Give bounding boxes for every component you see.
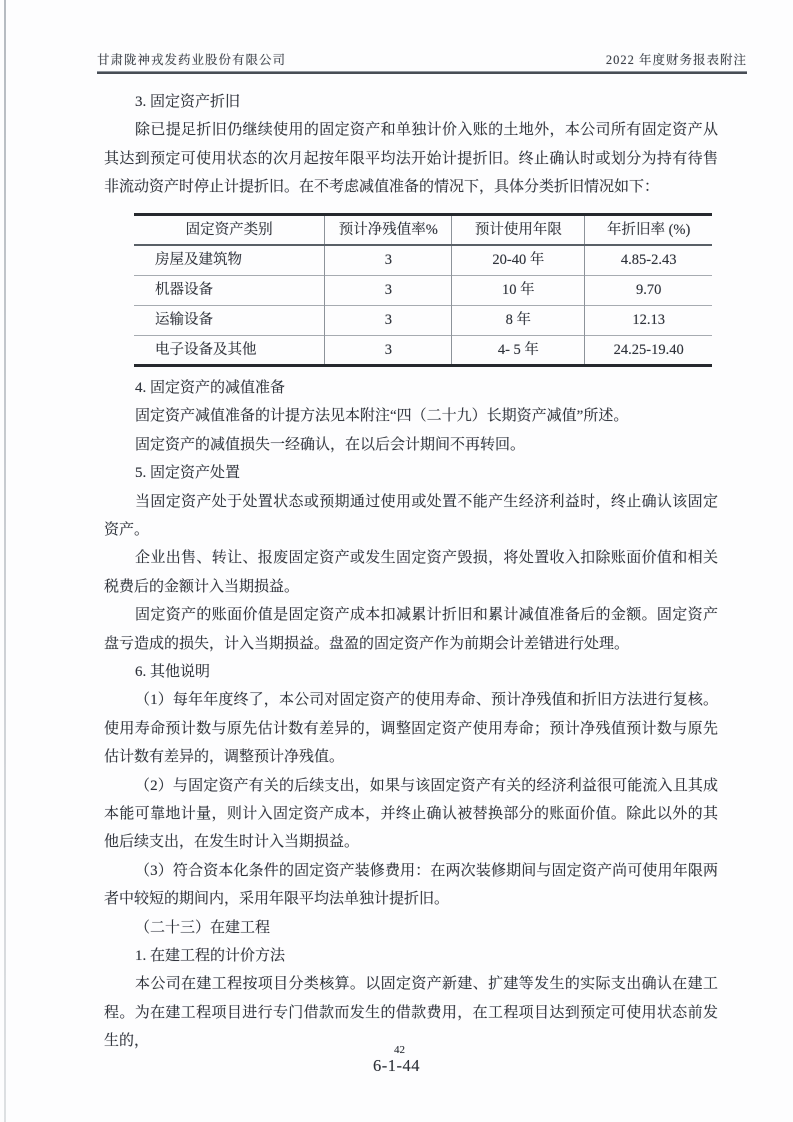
table-cell: 4- 5 年 [452, 335, 585, 365]
table-header-row [134, 214, 712, 245]
paragraph: （1）每年年度终了，本公司对固定资产的使用寿命、预计净残值和折旧方法进行复核。使用寿命预计数与原先估计数有差异的，调整固定资产使用寿命；预计净残值预计数与原先估计数有差异的，调整预计净残值。 [104, 692, 718, 766]
table-cell: 机器设备 [134, 275, 325, 305]
paragraph: 固定资产的减值损失一经确认，在以后会计期间不再转回。 [135, 436, 526, 453]
table-row [134, 275, 712, 305]
paragraph: 企业出售、转让、报废固定资产或发生固定资产毁损，将处置收入扣除账面价值和相关税费后的金额计入当期损益。 [104, 550, 718, 595]
depreciation-table [134, 213, 712, 367]
section-5-heading: 5. 固定资产处置 [135, 465, 241, 482]
paragraph: （3）符合资本化条件的固定资产装修费用：在两次装修期间与固定资产尚可使用年限两者中较短的期间内，采用年限平均法单独计提折旧。 [104, 862, 718, 908]
header-useful-life: 预计使用年限 [452, 214, 585, 245]
section-4-heading: 4. 固定资产的减值准备 [135, 379, 286, 396]
table-cell: 运输设备 [134, 305, 325, 335]
table-cell: 电子设备及其他 [134, 335, 325, 365]
document-body [104, 88, 718, 1056]
company-name: 甘肃陇神戎发药业股份有限公司 [97, 53, 287, 67]
paragraph: 本公司在建工程按项目分类核算。以固定资产新建、扩建等发生的实际支出确认在建工程。为在建工程项目进行专门借款而发生的借款费用，在工程项目达到预定可使用状态前发生的， [104, 976, 718, 1050]
table-cell: 3 [325, 245, 452, 275]
depreciation-intro-paragraph: 除已提足折旧仍继续使用的固定资产和单独计价入账的土地外，本公司所有固定资产从其达到预定可使用状态的次月起按年限平均法开始计提折旧。终止确认时或划分为持有待售非流动资产时停止计提折旧。在不考虑减值准备的情况下，具体分类折旧情况如下： [104, 122, 718, 196]
section-6-heading: 6. 其他说明 [135, 664, 211, 680]
table-cell: 8 年 [452, 305, 585, 335]
page-header [97, 50, 747, 74]
table-cell: 24.25-19.40 [585, 335, 712, 365]
table-cell: 3 [325, 335, 452, 365]
depreciation-table-wrap [134, 213, 718, 367]
section-3-heading: 3. 固定资产折旧 [135, 94, 241, 110]
report-title: 2022 年度财务报表附注 [605, 53, 747, 67]
paragraph: 固定资产减值准备的计提方法见本附注“四（二十九）长期资产减值”所述。 [135, 408, 629, 425]
header-depreciation-rate: 年折旧率 (%) [585, 214, 712, 245]
paragraph: 当固定资产处于处置状态或预期通过使用或处置不能产生经济利益时，终止确认该固定资产。 [104, 493, 718, 538]
table-cell: 4.85-2.43 [585, 245, 712, 275]
table-cell: 10 年 [452, 275, 585, 305]
table-cell: 3 [325, 275, 452, 305]
header-rule [97, 71, 747, 74]
page-number: 6-1-44 [373, 1056, 420, 1075]
section-23-heading: （二十三）在建工程 [135, 919, 271, 936]
scan-edge-artifact [4, 0, 6, 1122]
table-cell: 9.70 [585, 275, 712, 305]
page-footer [0, 1044, 793, 1076]
table-cell: 20-40 年 [452, 245, 585, 275]
table-row [134, 245, 712, 275]
table-row [134, 335, 712, 365]
section-23-subheading: 1. 在建工程的计价方法 [135, 948, 286, 965]
header-asset-category: 固定资产类别 [134, 214, 325, 245]
page-annotation: 42 [394, 1044, 405, 1056]
header-residual-rate: 预计净残值率% [325, 214, 452, 245]
table-row [134, 305, 712, 335]
paragraph: （2）与固定资产有关的后续支出，如果与该固定资产有关的经济利益很可能流入且其成本能可靠地计量，则计入固定资产成本，并终止确认被替换部分的账面价值。除此以外的其他后续支出，在发生时计入当期损益。 [104, 777, 718, 851]
table-cell: 12.13 [585, 305, 712, 335]
paragraph: 固定资产的账面价值是固定资产成本扣减累计折旧和累计减值准备后的金额。固定资产盘亏造成的损失，计入当期损益。盘盈的固定资产作为前期会计差错进行处理。 [104, 607, 718, 652]
table-cell: 房屋及建筑物 [134, 245, 325, 275]
table-cell: 3 [325, 305, 452, 335]
